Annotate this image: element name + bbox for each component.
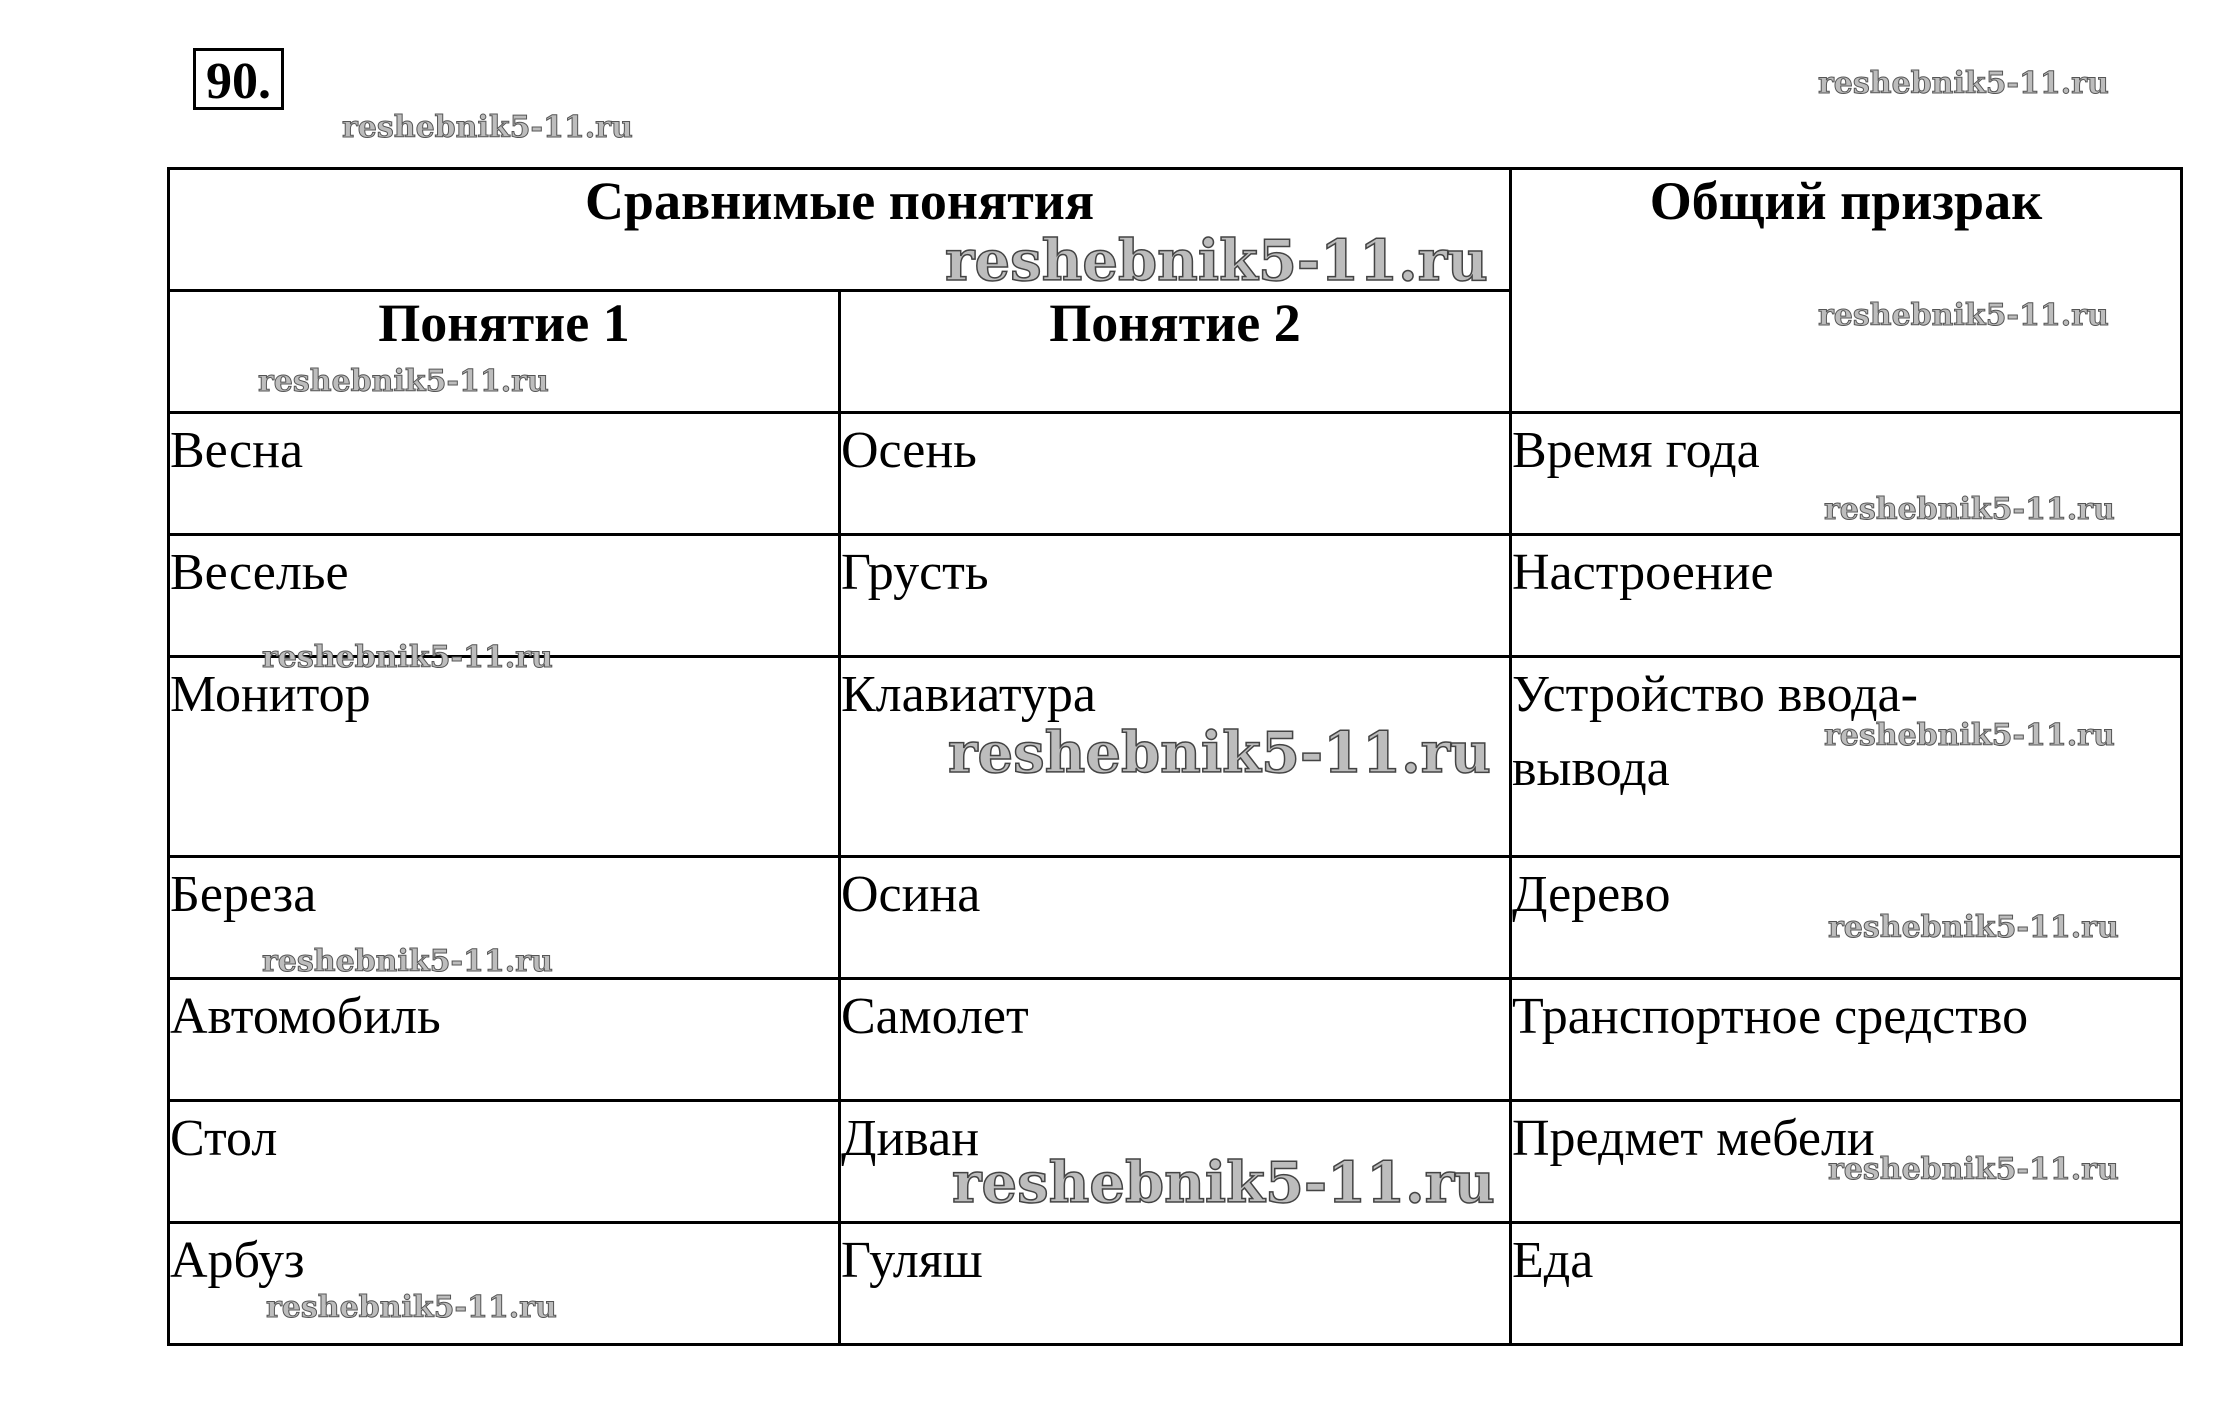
common-feature-header: Общий призрак bbox=[1511, 169, 2182, 413]
task-number: 90. bbox=[193, 48, 284, 110]
watermark: reshebnik5-11.ru bbox=[266, 1290, 557, 1325]
concept-2-cell: Осина bbox=[840, 857, 1511, 979]
watermark: reshebnik5-11.ru bbox=[948, 720, 1491, 786]
common-feature-cell: Настроение bbox=[1511, 535, 2182, 657]
concept-1-cell: Арбуз bbox=[169, 1223, 840, 1345]
concept-2-cell: Самолет bbox=[840, 979, 1511, 1101]
concept-1-header: Понятие 1 bbox=[169, 291, 840, 413]
common-feature-cell: Время года bbox=[1511, 413, 2182, 535]
concept-2-cell: Осень bbox=[840, 413, 1511, 535]
common-feature-cell: Еда bbox=[1511, 1223, 2182, 1345]
watermark: reshebnik5-11.ru bbox=[1818, 66, 2109, 101]
watermark: reshebnik5-11.ru bbox=[1824, 718, 2115, 753]
common-feature-cell: Транспортное средство bbox=[1511, 979, 2182, 1101]
watermark: reshebnik5-11.ru bbox=[262, 640, 553, 675]
watermark: reshebnik5-11.ru bbox=[1824, 492, 2115, 527]
concept-2-cell: Клавиатура bbox=[840, 657, 1511, 857]
concept-1-cell: Береза bbox=[169, 857, 840, 979]
concept-1-cell: Стол bbox=[169, 1101, 840, 1223]
concept-2-header: Понятие 2 bbox=[840, 291, 1511, 413]
watermark: reshebnik5-11.ru bbox=[945, 228, 1488, 294]
concept-1-cell: Монитор bbox=[169, 657, 840, 857]
concept-2-cell: Диван bbox=[840, 1101, 1511, 1223]
table-row bbox=[169, 1223, 2182, 1345]
watermark: reshebnik5-11.ru bbox=[1828, 910, 2119, 945]
table-row bbox=[169, 1101, 2182, 1223]
concept-2-cell: Грусть bbox=[840, 535, 1511, 657]
table-row bbox=[169, 413, 2182, 535]
concept-1-cell: Автомобиль bbox=[169, 979, 840, 1101]
watermark: reshebnik5-11.ru bbox=[1818, 298, 2109, 333]
common-feature-cell: Предмет мебели bbox=[1511, 1101, 2182, 1223]
concept-1-cell: Веселье bbox=[169, 535, 840, 657]
watermark: reshebnik5-11.ru bbox=[1828, 1152, 2119, 1187]
common-feature-cell: Дерево bbox=[1511, 857, 2182, 979]
watermark: reshebnik5-11.ru bbox=[952, 1150, 1495, 1216]
comparison-table bbox=[167, 167, 2183, 1346]
common-feature-cell: Устройство ввода-вывода bbox=[1511, 657, 2182, 857]
watermark: reshebnik5-11.ru bbox=[342, 110, 633, 145]
concept-1-cell: Весна bbox=[169, 413, 840, 535]
table-row bbox=[169, 535, 2182, 657]
concept-2-cell: Гуляш bbox=[840, 1223, 1511, 1345]
watermark: reshebnik5-11.ru bbox=[262, 944, 553, 979]
group-header: Сравнимые понятия bbox=[169, 169, 1511, 291]
table-row bbox=[169, 857, 2182, 979]
table-row bbox=[169, 657, 2182, 857]
table-row bbox=[169, 979, 2182, 1101]
watermark: reshebnik5-11.ru bbox=[258, 364, 549, 399]
